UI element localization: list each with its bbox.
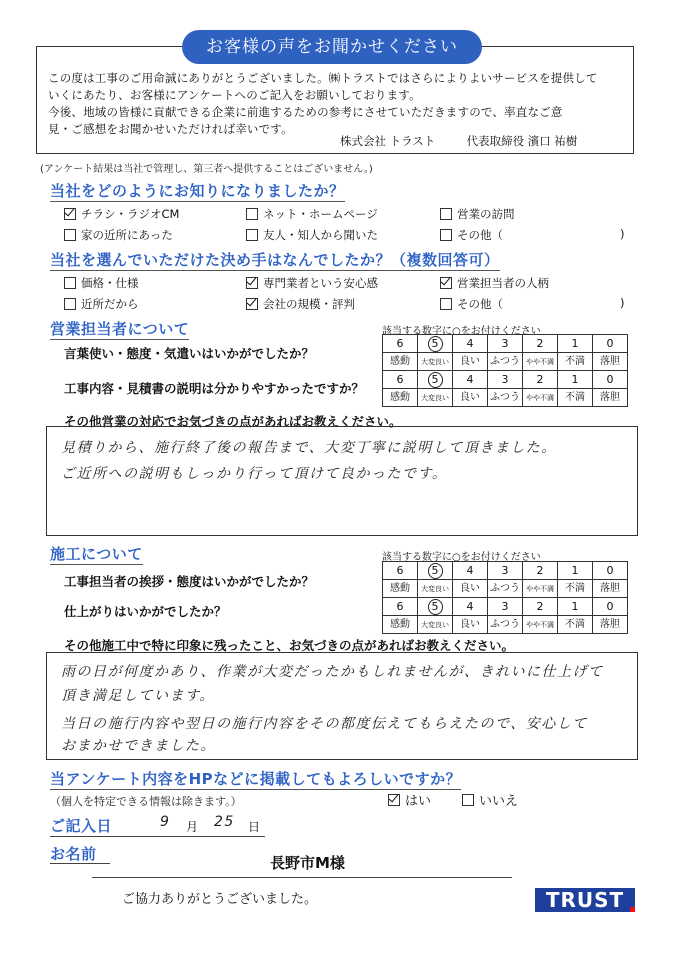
rating-option-2[interactable]: [523, 598, 558, 616]
comment-line: 雨の日が何度かあり、作業が大変だったかもしれませんが、きれいに仕上げて: [61, 664, 604, 680]
rating-number: 2: [536, 599, 544, 613]
rating-option-1[interactable]: [558, 598, 593, 616]
rating-label: 感動: [383, 616, 418, 634]
comment-line: 見積りから、施行終了後の報告まで、大変丁寧に説明して頂きました。: [61, 440, 557, 456]
option-label: 会社の規模・評判: [263, 297, 355, 311]
rating-label: 不満: [558, 580, 593, 598]
privacy-note: (アンケート結果は当社で管理し、第三者へ提供することはございません。): [40, 164, 373, 175]
rating-label: 落胆: [593, 580, 628, 598]
name-label: お名前: [50, 845, 97, 863]
rating-label: やや不満: [523, 353, 558, 371]
option-label: いいえ: [479, 794, 519, 809]
rating-option-0[interactable]: [593, 371, 628, 389]
trust-logo: [535, 888, 635, 912]
rating-label: 感動: [383, 353, 418, 371]
rating-number: 0: [606, 563, 614, 577]
checkbox-icon[interactable]: [64, 229, 76, 241]
comment-line: 当日の施行内容や翌日の施行内容をその都度伝えてもらえたので、安心して: [61, 716, 588, 732]
q1-option-visit[interactable]: [440, 206, 515, 222]
page-title: お客様の声をお聞かせください: [182, 30, 482, 64]
rating-label: ふつう: [488, 616, 523, 634]
intro-line: いくにあたり、お客様にアンケートへのご記入をお願いしております。: [48, 88, 421, 102]
rating-number: 0: [606, 336, 614, 350]
rating-number: 0: [606, 599, 614, 613]
construction-comment-box[interactable]: [46, 652, 638, 760]
rating-number: 0: [606, 372, 614, 386]
rating-label: ふつう: [488, 580, 523, 598]
option-label: 近所だから: [81, 297, 139, 311]
rating-option-3[interactable]: [488, 598, 523, 616]
q2-option-nearby[interactable]: [64, 296, 139, 312]
rating-option-6[interactable]: [383, 371, 418, 389]
q1-option-flyer[interactable]: [64, 206, 179, 222]
logo-red-dot-icon: [630, 907, 635, 912]
rating-label: 大変良い: [418, 389, 453, 407]
rating-option-2[interactable]: [523, 562, 558, 580]
rating-number: 2: [536, 372, 544, 386]
construction-rating-row-1-numbers: [383, 562, 628, 580]
construction-rating-table: [382, 561, 628, 634]
rating-label: ふつう: [488, 389, 523, 407]
rating-header: 該当する数字に○をお付けください: [382, 552, 541, 563]
checkbox-checked-icon[interactable]: [440, 277, 452, 289]
rating-number: 3: [501, 599, 509, 613]
day-unit: 日: [248, 820, 261, 834]
rating-label: ふつう: [488, 353, 523, 371]
publish-title: 当アンケート内容をHPなどに掲載してもよろしいですか？: [50, 770, 462, 788]
comment-line: ご近所への説明もしっかり行って頂けて良かったです。: [61, 466, 448, 482]
sales-comment-prompt: その他営業の対応でお気づきの点があればお教えください。: [64, 414, 402, 429]
q1-option-friend[interactable]: [246, 227, 378, 243]
construction-rating-row-2-numbers: [383, 598, 628, 616]
rating-number: 5: [428, 372, 443, 388]
signature: [340, 133, 577, 149]
comment-line: 頂き満足しています。: [61, 688, 215, 704]
q1-option-nearby[interactable]: [64, 227, 173, 243]
construction-comment-prompt: その他施工中で特に印象に残ったこと、お気づきの点があればお教えください。: [64, 638, 515, 653]
option-label: チラシ・ラジオCM: [81, 207, 180, 221]
name-underline: [92, 877, 512, 878]
construction-question-2: 仕上がりはいかがでしたか？: [64, 604, 227, 619]
checkbox-icon[interactable]: [462, 794, 474, 806]
rating-label: 感動: [383, 580, 418, 598]
publish-no-option[interactable]: [462, 790, 518, 809]
rating-number: 6: [396, 336, 404, 350]
rating-option-0[interactable]: [593, 598, 628, 616]
rating-number: 1: [571, 563, 579, 577]
rating-option-4[interactable]: [453, 562, 488, 580]
rating-label: 良い: [453, 389, 488, 407]
rating-number: 5: [428, 563, 443, 579]
checkbox-checked-icon[interactable]: [246, 277, 258, 289]
sales-question-2: 工事内容・見積書の説明は分かりやすかったですか？: [64, 381, 365, 396]
rating-number: 1: [571, 372, 579, 386]
rating-number: 6: [396, 563, 404, 577]
rating-label: 大変良い: [418, 580, 453, 598]
q2-option-specialist[interactable]: [246, 275, 378, 291]
rating-option-1[interactable]: [558, 371, 593, 389]
q2-option-price[interactable]: [64, 275, 139, 291]
q2-option-reputation[interactable]: [246, 296, 355, 312]
rating-number: 4: [466, 599, 474, 613]
publish-note: （個人を特定できる情報は除きます。）: [50, 795, 242, 808]
rating-number: 4: [466, 372, 474, 386]
rating-option-6[interactable]: [383, 335, 418, 353]
option-label: その他（: [457, 297, 503, 311]
rating-label: 不満: [558, 389, 593, 407]
customer-name[interactable]: 長野市M様: [270, 854, 345, 872]
rating-option-1[interactable]: [558, 562, 593, 580]
construction-question-1: 工事担当者の挨拶・態度はいかがでしたか？: [64, 574, 315, 589]
sales-question-1: 言葉使い・態度・気遣いはいかがでしたか？: [64, 346, 315, 361]
rating-label: 落胆: [593, 389, 628, 407]
rating-number: 1: [571, 336, 579, 350]
logo-text: TRUST: [545, 888, 625, 912]
rating-option-0[interactable]: [593, 562, 628, 580]
rating-header: 該当する数字に○をお付けください: [382, 326, 541, 337]
rating-option-5[interactable]: [418, 562, 453, 580]
option-label: 専門業者という安心感: [263, 276, 378, 290]
sales-rating-row-2-labels: [383, 389, 628, 407]
option-label: 価格・仕様: [81, 276, 139, 290]
rating-label: 不満: [558, 616, 593, 634]
construction-title: 施工について: [50, 545, 143, 563]
rating-label: 良い: [453, 616, 488, 634]
option-label: 家の近所にあった: [81, 228, 173, 242]
intro-line: 見・ご感想をお聞かせいただければ幸いです。: [48, 122, 293, 136]
construction-rating-row-1-labels: [383, 580, 628, 598]
sales-rating-table: [382, 334, 628, 407]
rating-number: 2: [536, 563, 544, 577]
name-label-underline: [50, 863, 110, 864]
rating-option-5[interactable]: [418, 371, 453, 389]
q1-option-web[interactable]: [246, 206, 378, 222]
rating-option-6[interactable]: [383, 598, 418, 616]
rating-label: 良い: [453, 580, 488, 598]
rating-option-6[interactable]: [383, 562, 418, 580]
checkbox-icon[interactable]: [246, 229, 258, 241]
rating-option-2[interactable]: [523, 335, 558, 353]
company-name: 株式会社 トラスト: [340, 134, 436, 148]
rating-label: 落胆: [593, 353, 628, 371]
sales-rating-row-1-labels: [383, 353, 628, 371]
rating-number: 3: [501, 372, 509, 386]
checkbox-checked-icon[interactable]: [388, 794, 400, 806]
rating-number: 6: [396, 372, 404, 386]
representative-name: 代表取締役 濱口 祐樹: [466, 134, 578, 148]
checkbox-icon[interactable]: [440, 208, 452, 220]
sales-rating-row-1-numbers: [383, 335, 628, 353]
rating-option-4[interactable]: [453, 335, 488, 353]
intro-text: [48, 70, 598, 138]
rating-number: 4: [466, 336, 474, 350]
option-label: 営業担当者の人柄: [457, 276, 549, 290]
date-month[interactable]: 9: [160, 814, 171, 830]
date-label: ご記入日: [50, 817, 113, 835]
rating-label: 大変良い: [418, 353, 453, 371]
publish-yes-option[interactable]: [388, 790, 431, 809]
rating-number: 1: [571, 599, 579, 613]
rating-label: やや不満: [523, 389, 558, 407]
checkbox-checked-icon[interactable]: [246, 298, 258, 310]
sales-comment-box[interactable]: [46, 426, 638, 536]
rating-label: 感動: [383, 389, 418, 407]
rating-option-5[interactable]: [418, 335, 453, 353]
close-paren: ): [620, 227, 625, 241]
rating-label: やや不満: [523, 616, 558, 634]
construction-rating-row-2-labels: [383, 616, 628, 634]
option-label: はい: [405, 794, 432, 809]
q2-title: 当社を選んでいただけた決め手はなんでしたか？（複数回答可）: [50, 251, 500, 269]
close-paren: ): [620, 296, 625, 310]
rating-option-5[interactable]: [418, 598, 453, 616]
checkbox-icon[interactable]: [440, 298, 452, 310]
rating-label: 良い: [453, 353, 488, 371]
checkbox-icon[interactable]: [440, 229, 452, 241]
rating-number: 5: [428, 336, 443, 352]
option-label: 営業の訪問: [457, 207, 515, 221]
rating-label: 落胆: [593, 616, 628, 634]
checkbox-checked-icon[interactable]: [64, 208, 76, 220]
sales-rating-row-2-numbers: [383, 371, 628, 389]
rating-option-3[interactable]: [488, 371, 523, 389]
option-label: ネット・ホームページ: [263, 207, 378, 221]
q1-option-other[interactable]: [440, 227, 503, 243]
sales-title: 営業担当者について: [50, 320, 190, 338]
rating-option-2[interactable]: [523, 371, 558, 389]
rating-option-3[interactable]: [488, 335, 523, 353]
q2-option-other[interactable]: [440, 296, 503, 312]
month-unit: 月: [186, 820, 199, 834]
rating-option-4[interactable]: [453, 371, 488, 389]
rating-label: 不満: [558, 353, 593, 371]
option-label: その他（: [457, 228, 503, 242]
rating-option-0[interactable]: [593, 335, 628, 353]
q1-title: 当社をどのようにお知りになりましたか？: [50, 182, 345, 200]
rating-number: 6: [396, 599, 404, 613]
comment-line: おまかせできました。: [61, 738, 216, 754]
rating-option-1[interactable]: [558, 335, 593, 353]
intro-line: 今後、地域の皆様に貢献できる企業に前進するための参考にさせていただきますので、率直なご意: [48, 105, 563, 119]
rating-number: 3: [501, 336, 509, 350]
intro-line: この度は工事のご用命誠にありがとうございました。㈱トラストではさらによりよいサービスを提供して: [48, 71, 598, 85]
rating-number: 4: [466, 563, 474, 577]
date-day[interactable]: 25: [214, 814, 235, 830]
thanks-message: ご協力ありがとうございました。: [122, 892, 318, 907]
checkbox-icon[interactable]: [246, 208, 258, 220]
rating-label: やや不満: [523, 580, 558, 598]
date-underline: [50, 836, 265, 837]
rating-number: 2: [536, 336, 544, 350]
checkbox-icon[interactable]: [64, 277, 76, 289]
rating-number: 3: [501, 563, 509, 577]
rating-option-4[interactable]: [453, 598, 488, 616]
rating-label: 大変良い: [418, 616, 453, 634]
rating-option-3[interactable]: [488, 562, 523, 580]
rating-number: 5: [428, 599, 443, 615]
checkbox-icon[interactable]: [64, 298, 76, 310]
q2-option-sales-person[interactable]: [440, 275, 549, 291]
option-label: 友人・知人から聞いた: [263, 228, 378, 242]
